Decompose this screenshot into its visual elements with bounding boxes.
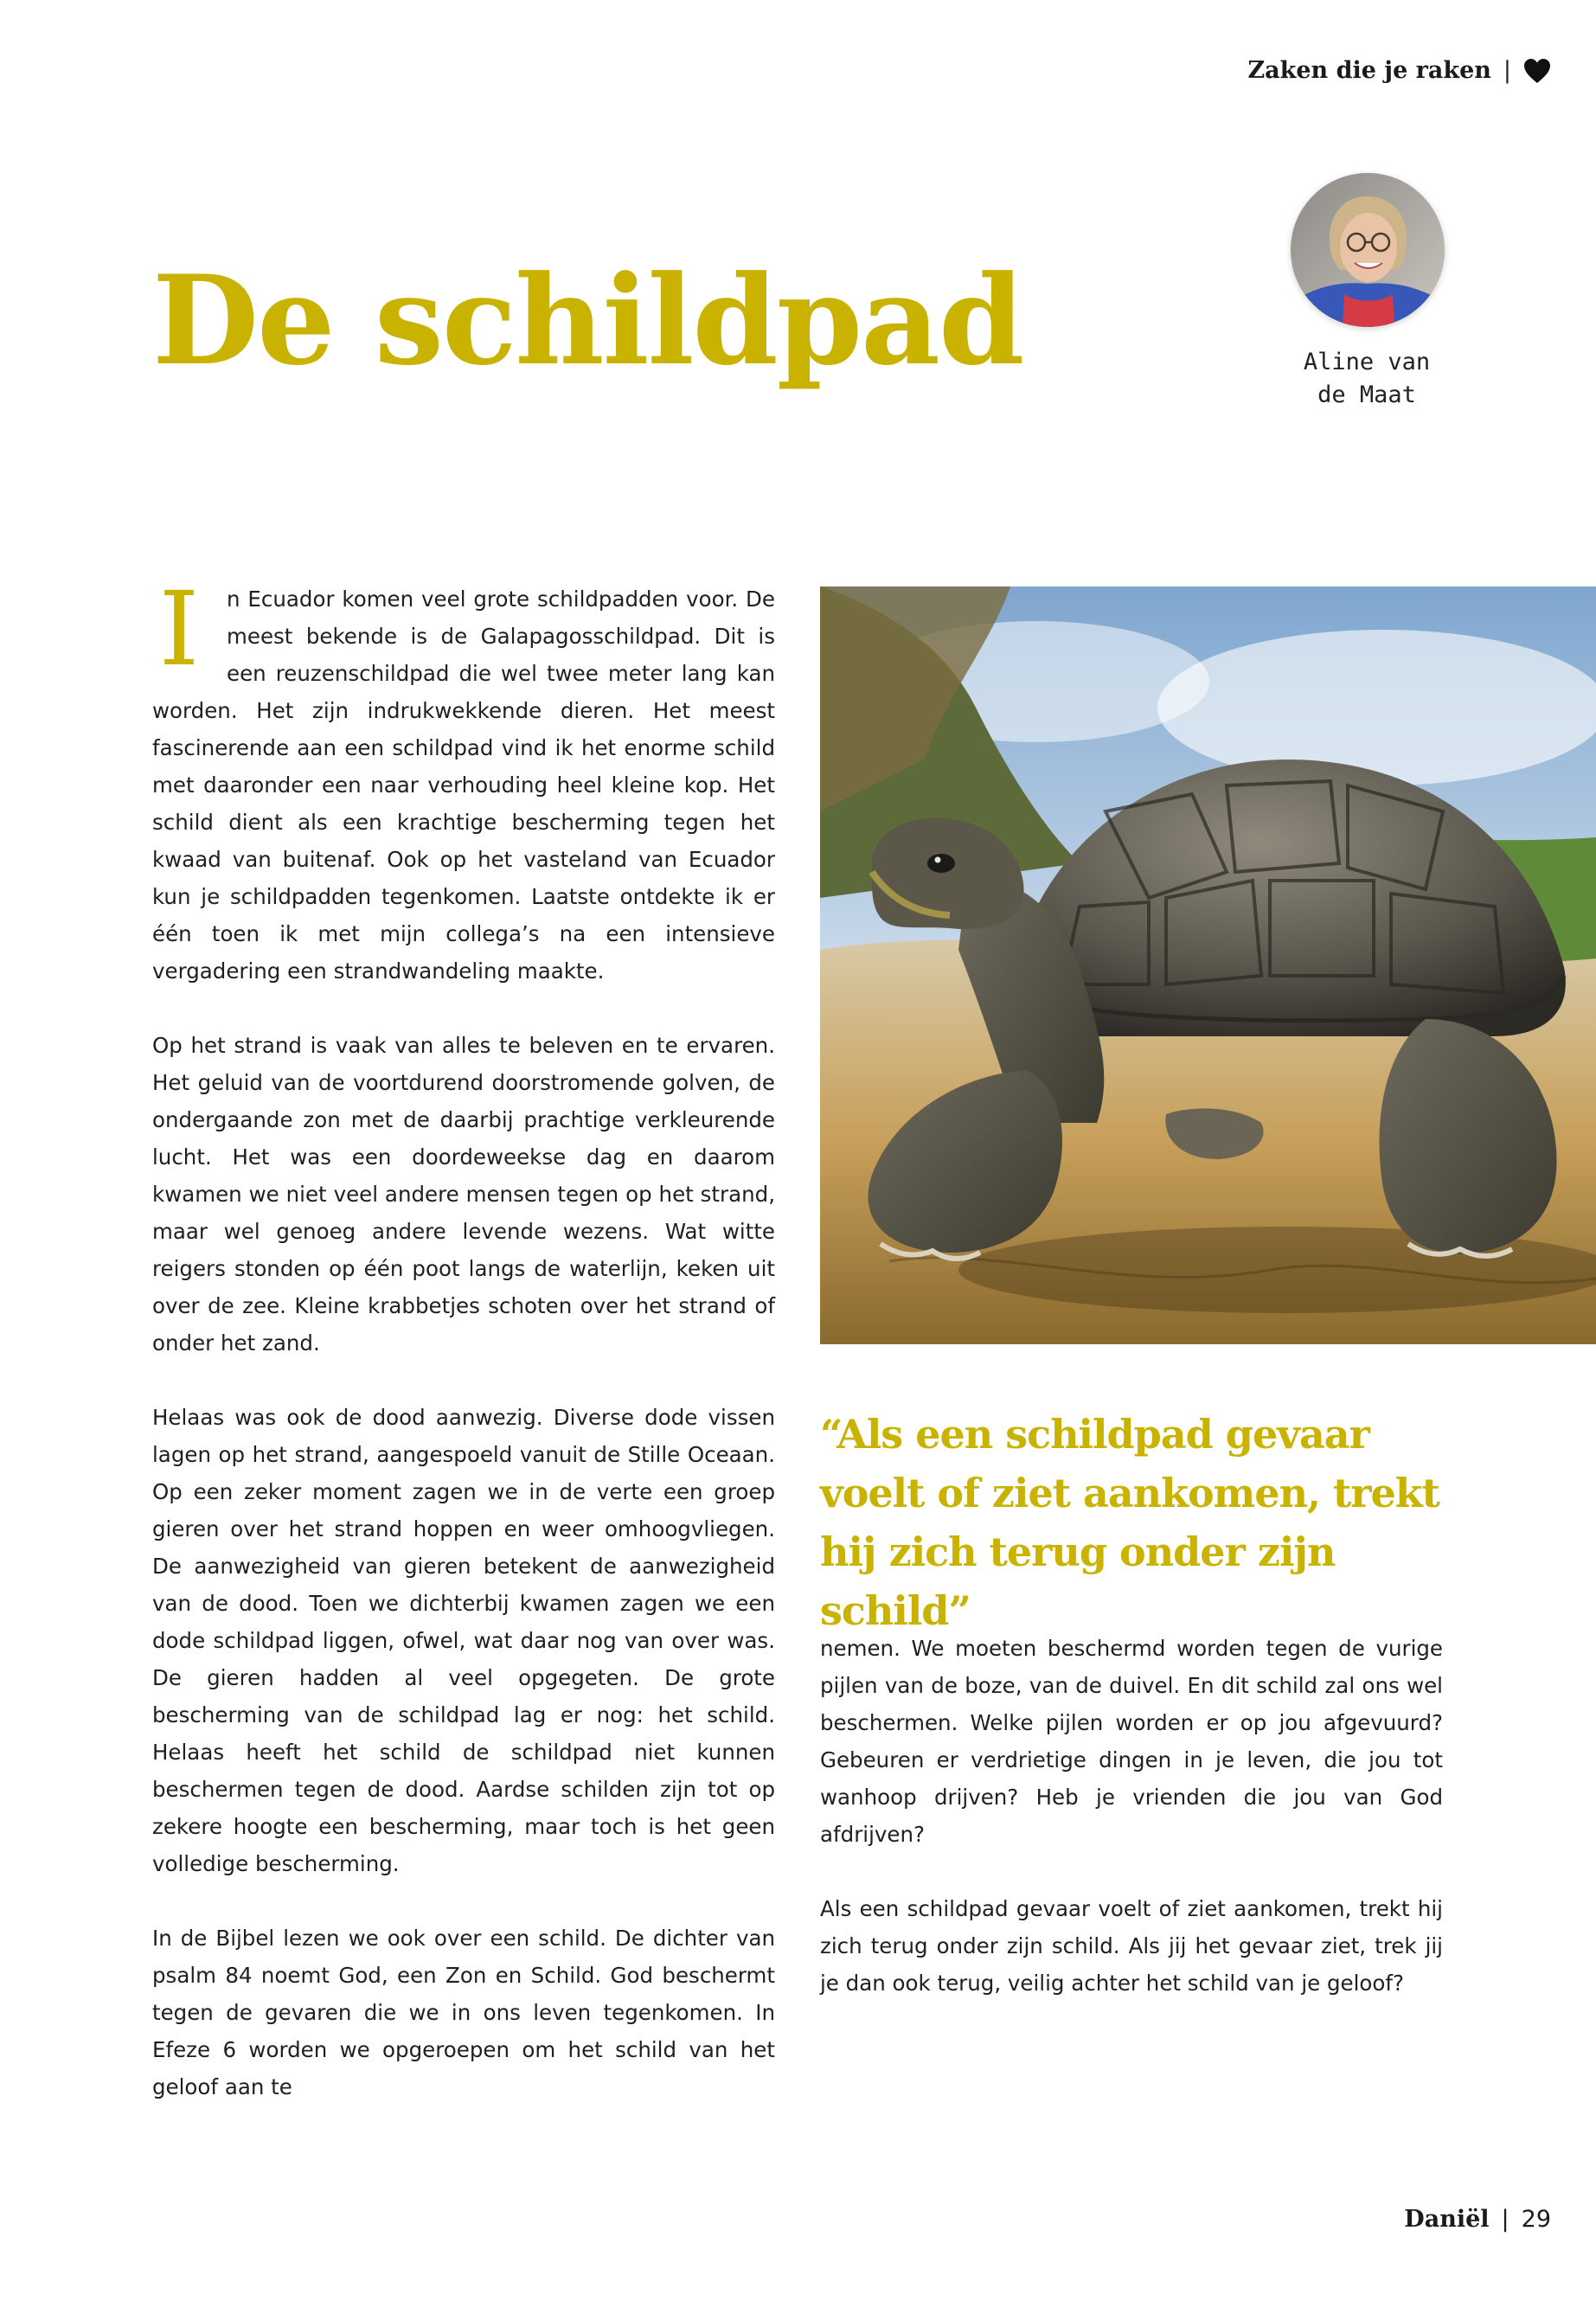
section-header bbox=[1247, 57, 1551, 84]
article-paragraph: nemen. We moeten beschermd worden tegen de vurige pijlen van de boze, van de duivel. En dit schild zal ons wel beschermen. Welke pijlen worden er op jou afgevuurd? Gebeuren er verdrietige dingen in je leven, die jou tot wanhoop drijven? Heb je vrienden die jou van God afdrijven? bbox=[820, 1636, 1443, 1847]
article-paragraph bbox=[152, 569, 775, 990]
magazine-name: Daniël bbox=[1404, 2206, 1490, 2233]
heart-icon bbox=[1523, 58, 1551, 84]
article-column-right bbox=[820, 1630, 1443, 2002]
author-name-line1: Aline van bbox=[1303, 349, 1431, 375]
page-footer bbox=[1404, 2206, 1551, 2233]
drop-cap: I bbox=[158, 569, 200, 689]
tortoise-photo bbox=[820, 586, 1596, 1344]
author-photo bbox=[1291, 173, 1445, 327]
author-name-line2: de Maat bbox=[1317, 381, 1416, 408]
article-column-left bbox=[152, 569, 775, 2106]
header-separator: | bbox=[1503, 57, 1511, 84]
page-number: 29 bbox=[1521, 2206, 1551, 2233]
pull-quote: “Als een schildpad gevaar voelt of ziet aankomen, trekt hij zich terug onder zijn schild” bbox=[820, 1411, 1439, 1634]
article-paragraph: Op het strand is vaak van alles te beleven en te ervaren. Het geluid van de voortdurend doorstromende golven, de ondergaande zon met de daarbij prachtige verkleurende lucht. Het was een doordeweekse dag en daarom kwamen we niet veel andere mensen tegen op het strand, maar wel genoeg andere levende wezens. Wat witte reigers stonden op één poot langs de waterlijn, keken uit over de zee. Kleine krabbetjes schoten over het strand of onder het zand. bbox=[152, 1033, 775, 1356]
article-paragraph: Als een schildpad gevaar voelt of ziet aankomen, trekt hij zich terug onder zijn schild. Als jij het gevaar ziet, trek jij je dan ook terug, veilig achter het schild van je geloof? bbox=[820, 1896, 1443, 1996]
page-title: De schildpad bbox=[152, 249, 1023, 393]
article-paragraph: Helaas was ook de dood aanwezig. Diverse dode vissen lagen op het strand, aangespoeld vanuit de Stille Oceaan. Op een zeker moment zagen we in de verte een groep gieren over het strand hoppen en weer omhoogvliegen. De aanwezigheid van gieren betekent de aanwezigheid van de dood. Toen we dichterbij kwamen zagen we een dode schildpad liggen, ofwel, wat daar nog van over was. De gieren hadden al veel opgegeten. De grote bescherming van de schildpad lag er nog: het schild. Helaas heeft het schild de schildpad niet kunnen beschermen tegen de dood. Aardse schilden zijn tot op zekere hoogte een bescherming, maar toch is het geen volledige bescherming. bbox=[152, 1405, 775, 1876]
article-paragraph: In de Bijbel lezen we ook over een schild. De dichter van psalm 84 noemt God, een Zon en Schild. God beschermt tegen de gevaren die we in ons leven tegenkomen. In Efeze 6 worden we opgeroepen om het schild van het geloof aan te bbox=[152, 1926, 775, 2099]
author-name bbox=[1280, 346, 1453, 412]
footer-separator: | bbox=[1501, 2206, 1509, 2233]
section-label: Zaken die je raken bbox=[1247, 57, 1491, 84]
paragraph-text: n Ecuador komen veel grote schildpadden voor. De meest bekende is de Galapagosschildpad. Dit is een reuzenschildpad die wel twee meter lang kan worden. Het zijn indrukwekkende dieren. Het meest fascinerende aan een schildpad vind ik het enorme schild met daaronder een naar verhouding heel kleine kop. Het schild dient als een krachtige bescherming tegen het kwaad van buitenaf. Ook op het vasteland van Ecuador kun je schildpadden tegenkomen. Laatste ontdekte ik er één toen ik met mijn collega’s na een intensieve vergadering een strandwandeling maakte. bbox=[152, 586, 775, 984]
